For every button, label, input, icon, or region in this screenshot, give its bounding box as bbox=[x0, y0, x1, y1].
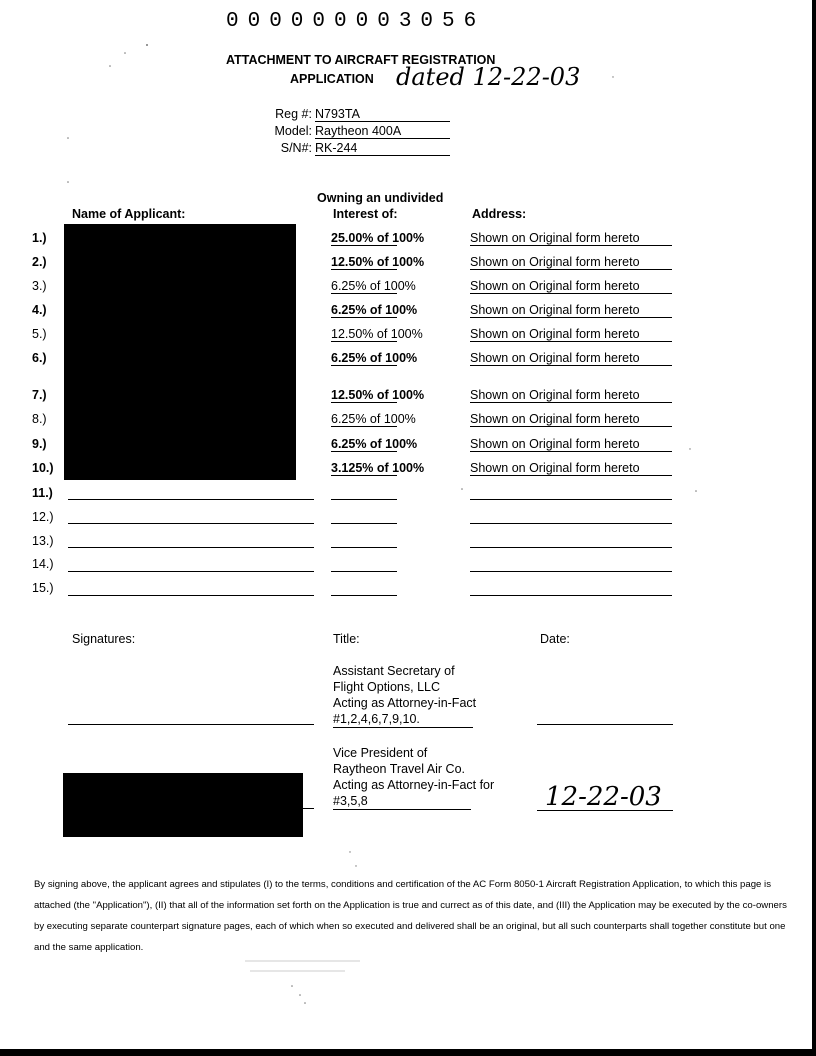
date-label: Date: bbox=[540, 632, 570, 646]
interest-field[interactable]: 3.125% of 100% bbox=[331, 461, 425, 475]
interest-column-header-line2: Interest of: bbox=[333, 207, 398, 221]
address-field[interactable]: Shown on Original form hereto bbox=[470, 231, 672, 246]
title-block-line: Acting as Attorney-in-Fact for bbox=[333, 778, 495, 792]
row-number: 7.) bbox=[32, 388, 47, 402]
handwritten-dated-note: dated 12-22-03 bbox=[396, 63, 581, 91]
address-field[interactable]: Shown on Original form hereto bbox=[470, 351, 672, 366]
interest-field[interactable]: 6.25% of 100% bbox=[331, 437, 418, 451]
address-field[interactable]: Shown on Original form hereto bbox=[470, 412, 672, 427]
signatures-label: Signatures: bbox=[72, 632, 136, 646]
address-field[interactable]: Shown on Original form hereto bbox=[470, 279, 672, 294]
row-number: 12.) bbox=[32, 510, 54, 524]
row-number: 14.) bbox=[32, 557, 54, 571]
row-number: 1.) bbox=[32, 231, 47, 245]
title-block-line: Assistant Secretary of bbox=[333, 664, 455, 678]
row-number: 13.) bbox=[32, 534, 54, 548]
interest-field[interactable]: 6.25% of 100% bbox=[331, 351, 418, 365]
interest-field[interactable]: 25.00% of 100% bbox=[331, 231, 425, 245]
name-column-header: Name of Applicant: bbox=[72, 207, 186, 221]
address-column-header: Address: bbox=[472, 207, 527, 221]
form-title-line2: APPLICATION bbox=[290, 72, 374, 86]
title-block-line: #1,2,4,6,7,9,10. bbox=[333, 711, 473, 728]
title-block-line: Vice President of bbox=[333, 746, 428, 760]
row-number: 8.) bbox=[32, 412, 47, 426]
address-field[interactable]: Shown on Original form hereto bbox=[470, 255, 672, 270]
serial-number-field[interactable]: RK-244 bbox=[315, 141, 450, 156]
title-block-line: Raytheon Travel Air Co. bbox=[333, 762, 466, 776]
row-number: 6.) bbox=[32, 351, 47, 365]
row-number: 11.) bbox=[32, 486, 53, 500]
address-field[interactable]: Shown on Original form hereto bbox=[470, 388, 672, 403]
interest-field[interactable]: 6.25% of 100% bbox=[331, 412, 416, 426]
address-field[interactable]: Shown on Original form hereto bbox=[470, 437, 672, 452]
title-block-line: Flight Options, LLC bbox=[333, 680, 440, 694]
address-field[interactable]: Shown on Original form hereto bbox=[470, 461, 672, 476]
title-block-line: #3,5,8 bbox=[333, 793, 471, 810]
row-number: 15.) bbox=[32, 581, 54, 595]
interest-field[interactable]: 6.25% of 100% bbox=[331, 303, 418, 317]
address-field[interactable]: Shown on Original form hereto bbox=[470, 327, 672, 342]
row-number: 10.) bbox=[32, 461, 54, 475]
interest-field[interactable]: 12.50% of 100% bbox=[331, 327, 423, 341]
form-title-line1: ATTACHMENT TO AIRCRAFT REGISTRATION bbox=[226, 53, 496, 67]
row-number: 9.) bbox=[32, 437, 47, 451]
handwritten-date: 12-22-03 bbox=[545, 782, 662, 812]
document-number: 000000003056 bbox=[226, 10, 486, 33]
reg-field[interactable]: N793TA bbox=[315, 107, 450, 122]
interest-field[interactable]: 12.50% of 100% bbox=[331, 255, 425, 269]
interest-field[interactable]: 12.50% of 100% bbox=[331, 388, 425, 402]
model-field[interactable]: Raytheon 400A bbox=[315, 124, 450, 139]
model-label: Model: bbox=[274, 124, 312, 138]
title-block-line: Acting as Attorney-in-Fact bbox=[333, 696, 477, 710]
sn-label: S/N#: bbox=[280, 141, 312, 155]
row-number: 3.) bbox=[32, 279, 47, 293]
interest-field[interactable]: 6.25% of 100% bbox=[331, 279, 416, 293]
interest-column-header-line1: Owning an undivided bbox=[317, 191, 444, 205]
row-number: 5.) bbox=[32, 327, 47, 341]
row-number: 4.) bbox=[32, 303, 47, 317]
row-number: 2.) bbox=[32, 255, 47, 269]
title-label: Title: bbox=[333, 632, 360, 646]
reg-label: Reg #: bbox=[275, 107, 312, 121]
address-field[interactable]: Shown on Original form hereto bbox=[470, 303, 672, 318]
stipulation-paragraph: By signing above, the applicant agrees and stipulates (I) to the terms, conditions and certification of the AC Form 8050-1 Aircraft Registration Application, to which this page is attached (the "Application"), (II) that all of the information set forth on the Application is true and currect as of this date, and (III) the Application may be executed by the co-owners by executing separate counterpart signature pages, each of which when so executed and delivered shall be an original, but all such counterparts shall together constitute but one and the same application. bbox=[34, 879, 787, 953]
